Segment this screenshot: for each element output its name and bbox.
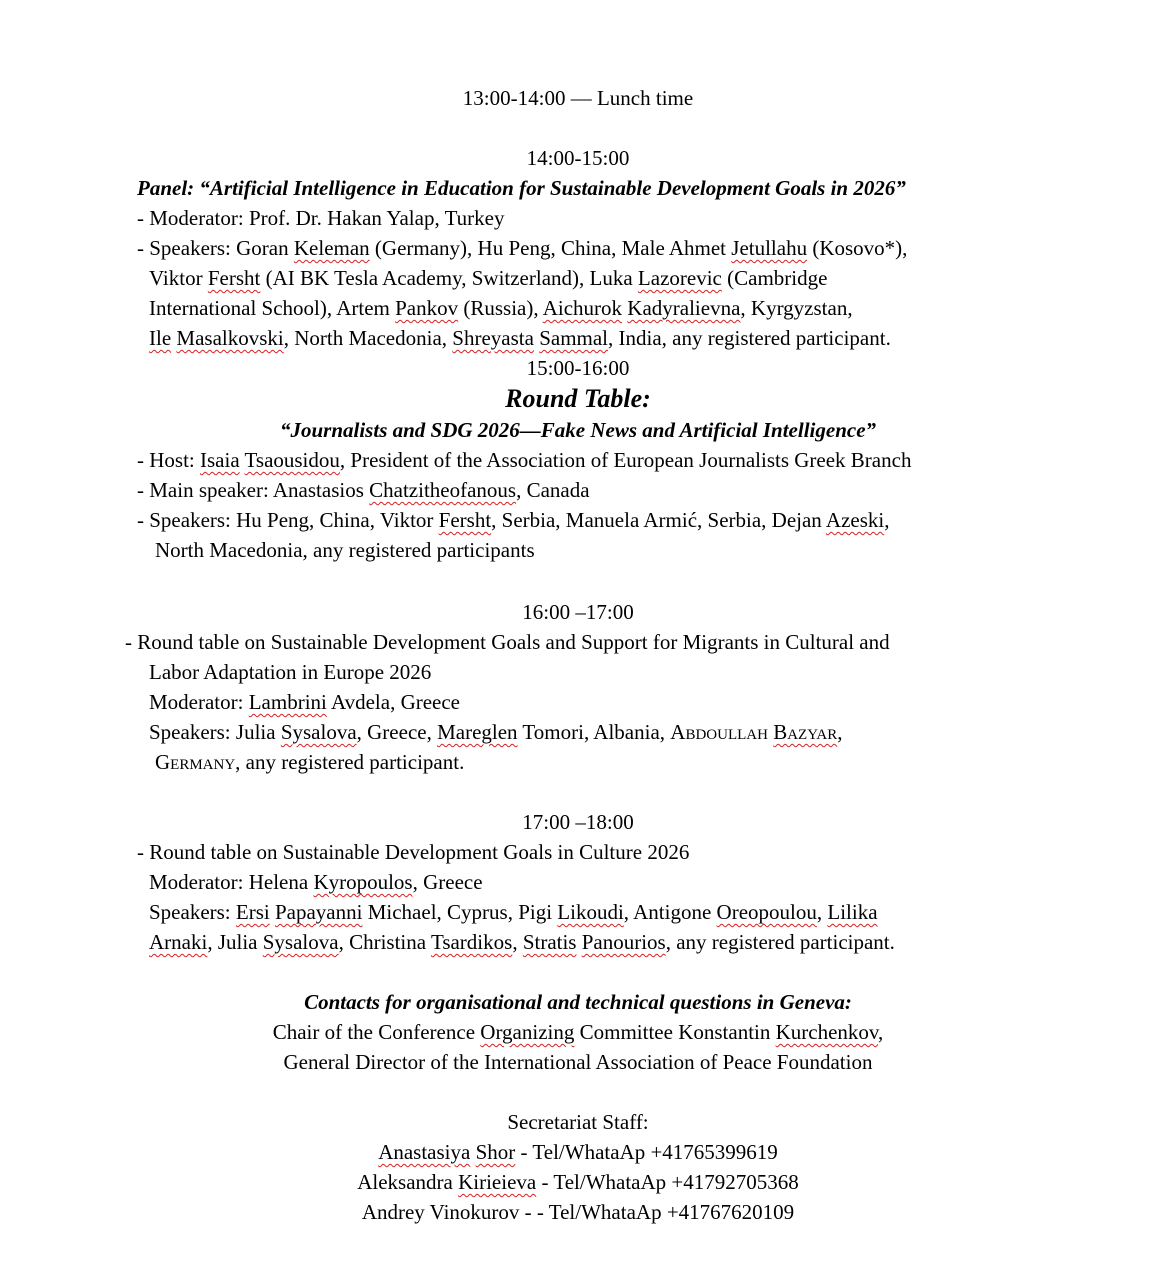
migrants-speakers-line-1: Speakers: Julia Sysalova, Greece, Mareglen Tomori, Albania, Abdoullah Bazyar, [149,720,843,744]
staff-contact-1: Anastasiya Shor - Tel/WhataAp +41765399619 [378,1140,778,1164]
contacts-chair: Chair of the Conference Organizing Committee Konstantin Kurchenkov, [272,1020,884,1044]
round-table-heading: Round Table: [505,384,651,413]
migrants-moderator: Moderator: Lambrini Avdela, Greece [149,690,461,714]
panel-title: Panel: “Artificial Intelligence in Education for Sustainable Development Goals in 2026” [137,176,906,200]
secretariat-label: Secretariat Staff: [507,1110,649,1134]
round-table-speakers-line-1: - Speakers: Hu Peng, China, Viktor Fersht, Serbia, Manuela Armić, Serbia, Dejan Azeski, [137,508,890,532]
culture-speakers-line-1: Speakers: Ersi Papayanni Michael, Cyprus, Pigi Likoudi, Antigone Oreopoulou, Lilika [149,900,878,924]
panel-speakers-line-2: Viktor Fersht (AI BK Tesla Academy, Switzerland), Luka Lazorevic (Cambridge [149,266,828,290]
panel-speakers-line-1: - Speakers: Goran Keleman (Germany), Hu Peng, China, Male Ahmet Jetullahu (Kosovo*), [137,236,908,260]
round-table-host: - Host: Isaia Tsaousidou, President of the Association of European Journalists Greek Branch [137,448,912,472]
lunch-time: 13:00-14:00 — Lunch time [462,86,694,110]
panel-speakers-line-3: International School), Artem Pankov (Russia), Aichurok Kadyralievna, Kyrgyzstan, [149,296,853,320]
contacts-director: General Director of the International Association of Peace Foundation [283,1050,873,1074]
round-table-speakers-line-2: North Macedonia, any registered participants [155,538,535,562]
migrants-time: 16:00 –17:00 [522,600,634,624]
culture-speakers-line-2: Arnaki, Julia Sysalova, Christina Tsardikos, Stratis Panourios, any registered participant. [149,930,895,954]
round-table-main-speaker: - Main speaker: Anastasios Chatzitheofanous, Canada [137,478,590,502]
culture-time: 17:00 –18:00 [522,810,634,834]
round-table-title: “Journalists and SDG 2026—Fake News and Artificial Intelligence” [279,418,877,442]
contacts-heading: Contacts for organisational and technical questions in Geneva: [304,990,852,1014]
staff-contact-2: Aleksandra Kirieieva - Tel/WhataAp +41792705368 [357,1170,799,1194]
staff-contact-3: Andrey Vinokurov - - Tel/WhataAp +41767620109 [361,1200,795,1224]
culture-moderator: Moderator: Helena Kyropoulos, Greece [149,870,483,894]
culture-title: - Round table on Sustainable Development Goals in Culture 2026 [137,840,690,864]
panel-moderator: - Moderator: Prof. Dr. Hakan Yalap, Turkey [137,206,505,230]
panel-speakers-line-4: Ile Masalkovski, North Macedonia, Shreyasta Sammal, India, any registered participant. [149,326,891,350]
migrants-title-line-1: - Round table on Sustainable Development Goals and Support for Migrants in Cultural and [125,630,890,654]
round-table-time: 15:00-16:00 [526,356,630,380]
migrants-title-line-2: Labor Adaptation in Europe 2026 [149,660,432,684]
panel-time: 14:00-15:00 [526,146,630,170]
migrants-speakers-line-2: Germany, any registered participant. [155,750,465,774]
